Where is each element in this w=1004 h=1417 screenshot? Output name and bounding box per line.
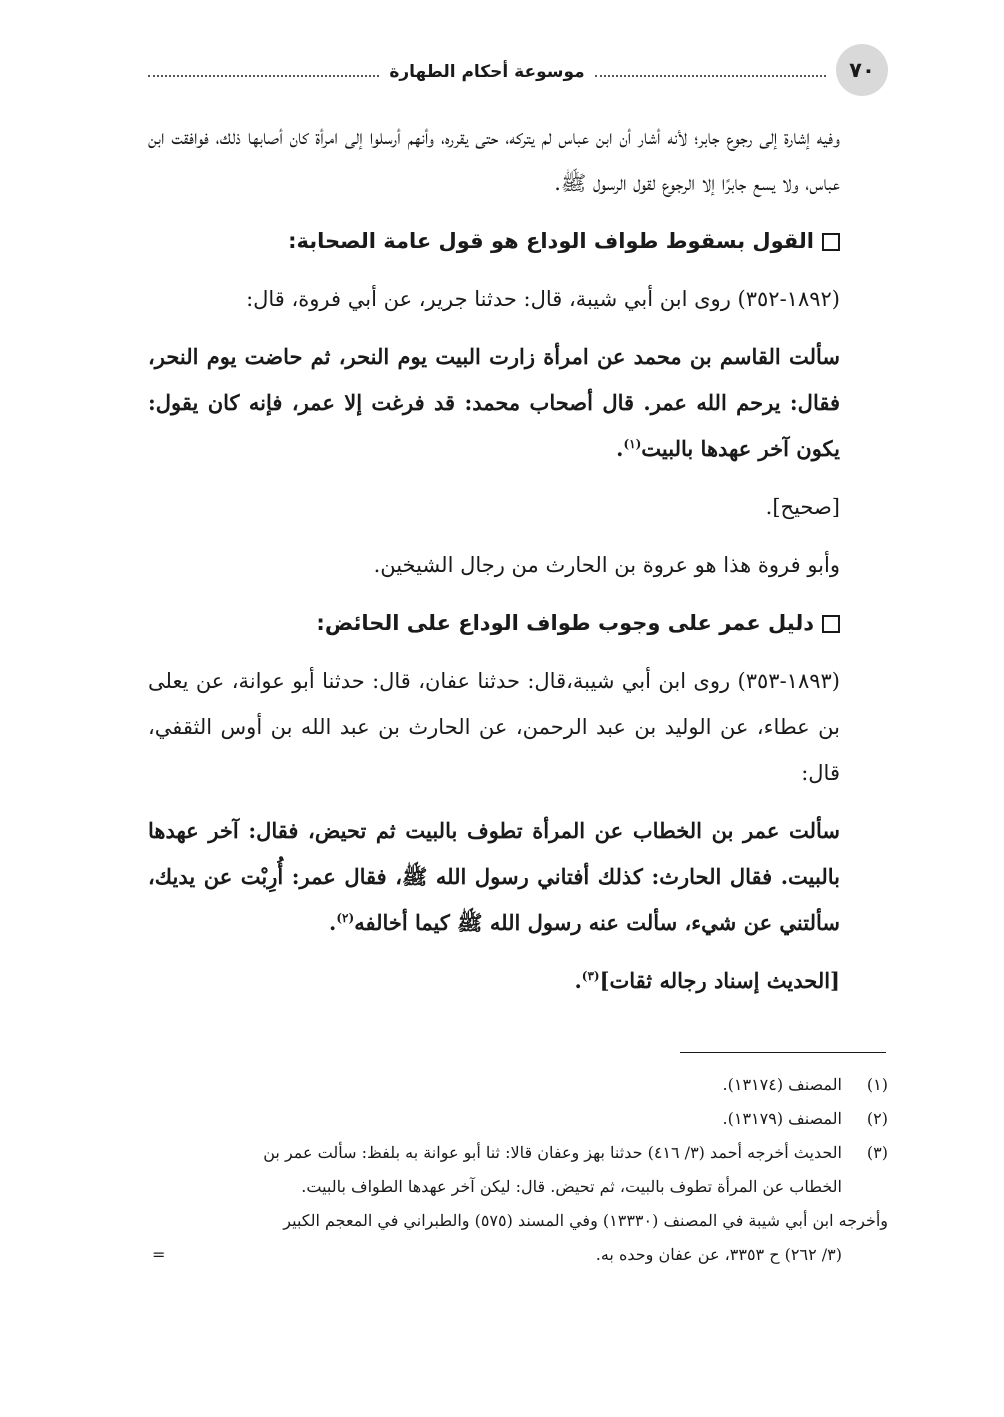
- heading-2-text: دليل عمر على وجوب طواف الوداع على الحائض:: [316, 611, 814, 635]
- hadith-1892-matn-text: سألت القاسم بن محمد عن امرأة زارت البيت يوم النحر، ثم حاضت يوم النحر، فقال: يرحم الله عمر. قال أصحاب محمد: قد فرغت إلا عمر، فإنه كان يقول: يكون آخر عهدها بالبيت: [148, 344, 840, 461]
- checkbox-bullet-icon: [822, 233, 840, 251]
- hadith-1893-matn: [148, 808, 888, 946]
- footnote-3-line-4: (٣/ ٢٦٢) ح ٣٣٥٣، عن عفان وحده به.: [595, 1245, 842, 1264]
- book-title: موسوعة أحكام الطهارة: [389, 62, 585, 82]
- footnotes: [148, 1068, 888, 1272]
- hadith-1893-matn-text: سألت عمر بن الخطاب عن المرأة تطوف بالبيت ثم تحيض، فقال: آخر عهدها بالبيت. فقال الحارث: كذلك أفتاني رسول الله ﷺ، فقال عمر: أُرِبْت عن يديك، سألتني عن شيء، سألت عنه رسول الله ﷺ كيما أخالفه: [148, 818, 840, 935]
- footnote-2-text: المصنف (١٣١٧٩).: [722, 1109, 842, 1128]
- header-dots-right: [595, 74, 826, 77]
- footnote-3-line-2: الخطاب عن المرأة تطوف بالبيت، ثم تحيض. قال: ليكن آخر عهدها الطواف بالبيت.: [301, 1177, 842, 1196]
- narrator-note: وأبو فروة هذا هو عروة بن الحارث من رجال الشيخين.: [373, 553, 840, 577]
- grade-2: [148, 958, 888, 1004]
- footnote-3-number: (٣): [866, 1143, 888, 1162]
- hadith-1893-end: .: [329, 910, 337, 935]
- footnote-ref-2[interactable]: (٢): [336, 911, 355, 925]
- header-dots-left: [148, 74, 379, 77]
- hadith-1893-isnad: (١٨٩٣-٣٥٣) روى ابن أبي شيبة،قال: حدثنا عفان، قال: حدثنا أبو عوانة، عن يعلى بن عطاء، عن الوليد بن عبد الرحمن، عن الحارث بن عبد الله بن أوس الثقفي، قال:: [148, 669, 840, 785]
- footnote-ref-3[interactable]: (٣): [581, 969, 600, 983]
- footnote-1-text: المصنف (١٣١٧٤).: [722, 1075, 842, 1094]
- grade-2-end: .: [574, 968, 582, 993]
- checkbox-bullet-icon: [822, 615, 840, 633]
- grade-2-text: [الحديث إسناد رجاله ثقات]: [599, 968, 840, 993]
- footnote-1: [148, 1068, 888, 1102]
- grade-1: [صحيح].: [765, 495, 840, 519]
- section-heading-2: [148, 600, 888, 646]
- hadith-1892-end: .: [616, 436, 624, 461]
- footnote-ref-1[interactable]: (١): [623, 437, 642, 451]
- paragraph-jabir: وفيه إشارة إلى رجوع جابر؛ لأنه أشار أن ابن عباس لم يتركه، حتى يقرره، وأنهم أرسلوا إلى امرأة كان أصابها ذلك، فوافقت ابن عباس، ولا يسع جابرًا إلا الرجوع لقول الرسول ﷺ.: [148, 125, 840, 195]
- hadith-1892-matn: [148, 334, 888, 472]
- section-heading-1: [148, 218, 888, 264]
- footnote-3-last-line: [148, 1238, 888, 1272]
- footnote-3: [148, 1136, 888, 1170]
- continuation-mark: =: [152, 1245, 166, 1264]
- heading-1-text: القول بسقوط طواف الوداع هو قول عامة الصحابة:: [288, 229, 814, 253]
- page-number-badge: ٧٠: [836, 44, 888, 96]
- footnote-2: [148, 1102, 888, 1136]
- footnote-separator: [680, 1052, 886, 1053]
- running-header: [148, 44, 888, 96]
- footnote-1-number: (١): [866, 1075, 888, 1094]
- footnote-3-line-3: وأخرجه ابن أبي شيبة في المصنف (١٣٣٣٠) وفي المسند (٥٧٥) والطبراني في المعجم الكبير: [283, 1211, 888, 1230]
- footnote-2-number: (٢): [866, 1109, 888, 1128]
- main-text: [148, 114, 888, 1016]
- hadith-1892-isnad: (١٨٩٢-٣٥٢) روى ابن أبي شيبة، قال: حدثنا جرير، عن أبي فروة، قال:: [246, 287, 840, 311]
- header-title-line: [148, 62, 826, 82]
- footnote-3-line-1: الحديث أخرجه أحمد (٣/ ٤١٦) حدثنا بهز وعفان قالا: ثنا أبو عوانة به بلفظ: سألت عمر بن: [263, 1143, 842, 1162]
